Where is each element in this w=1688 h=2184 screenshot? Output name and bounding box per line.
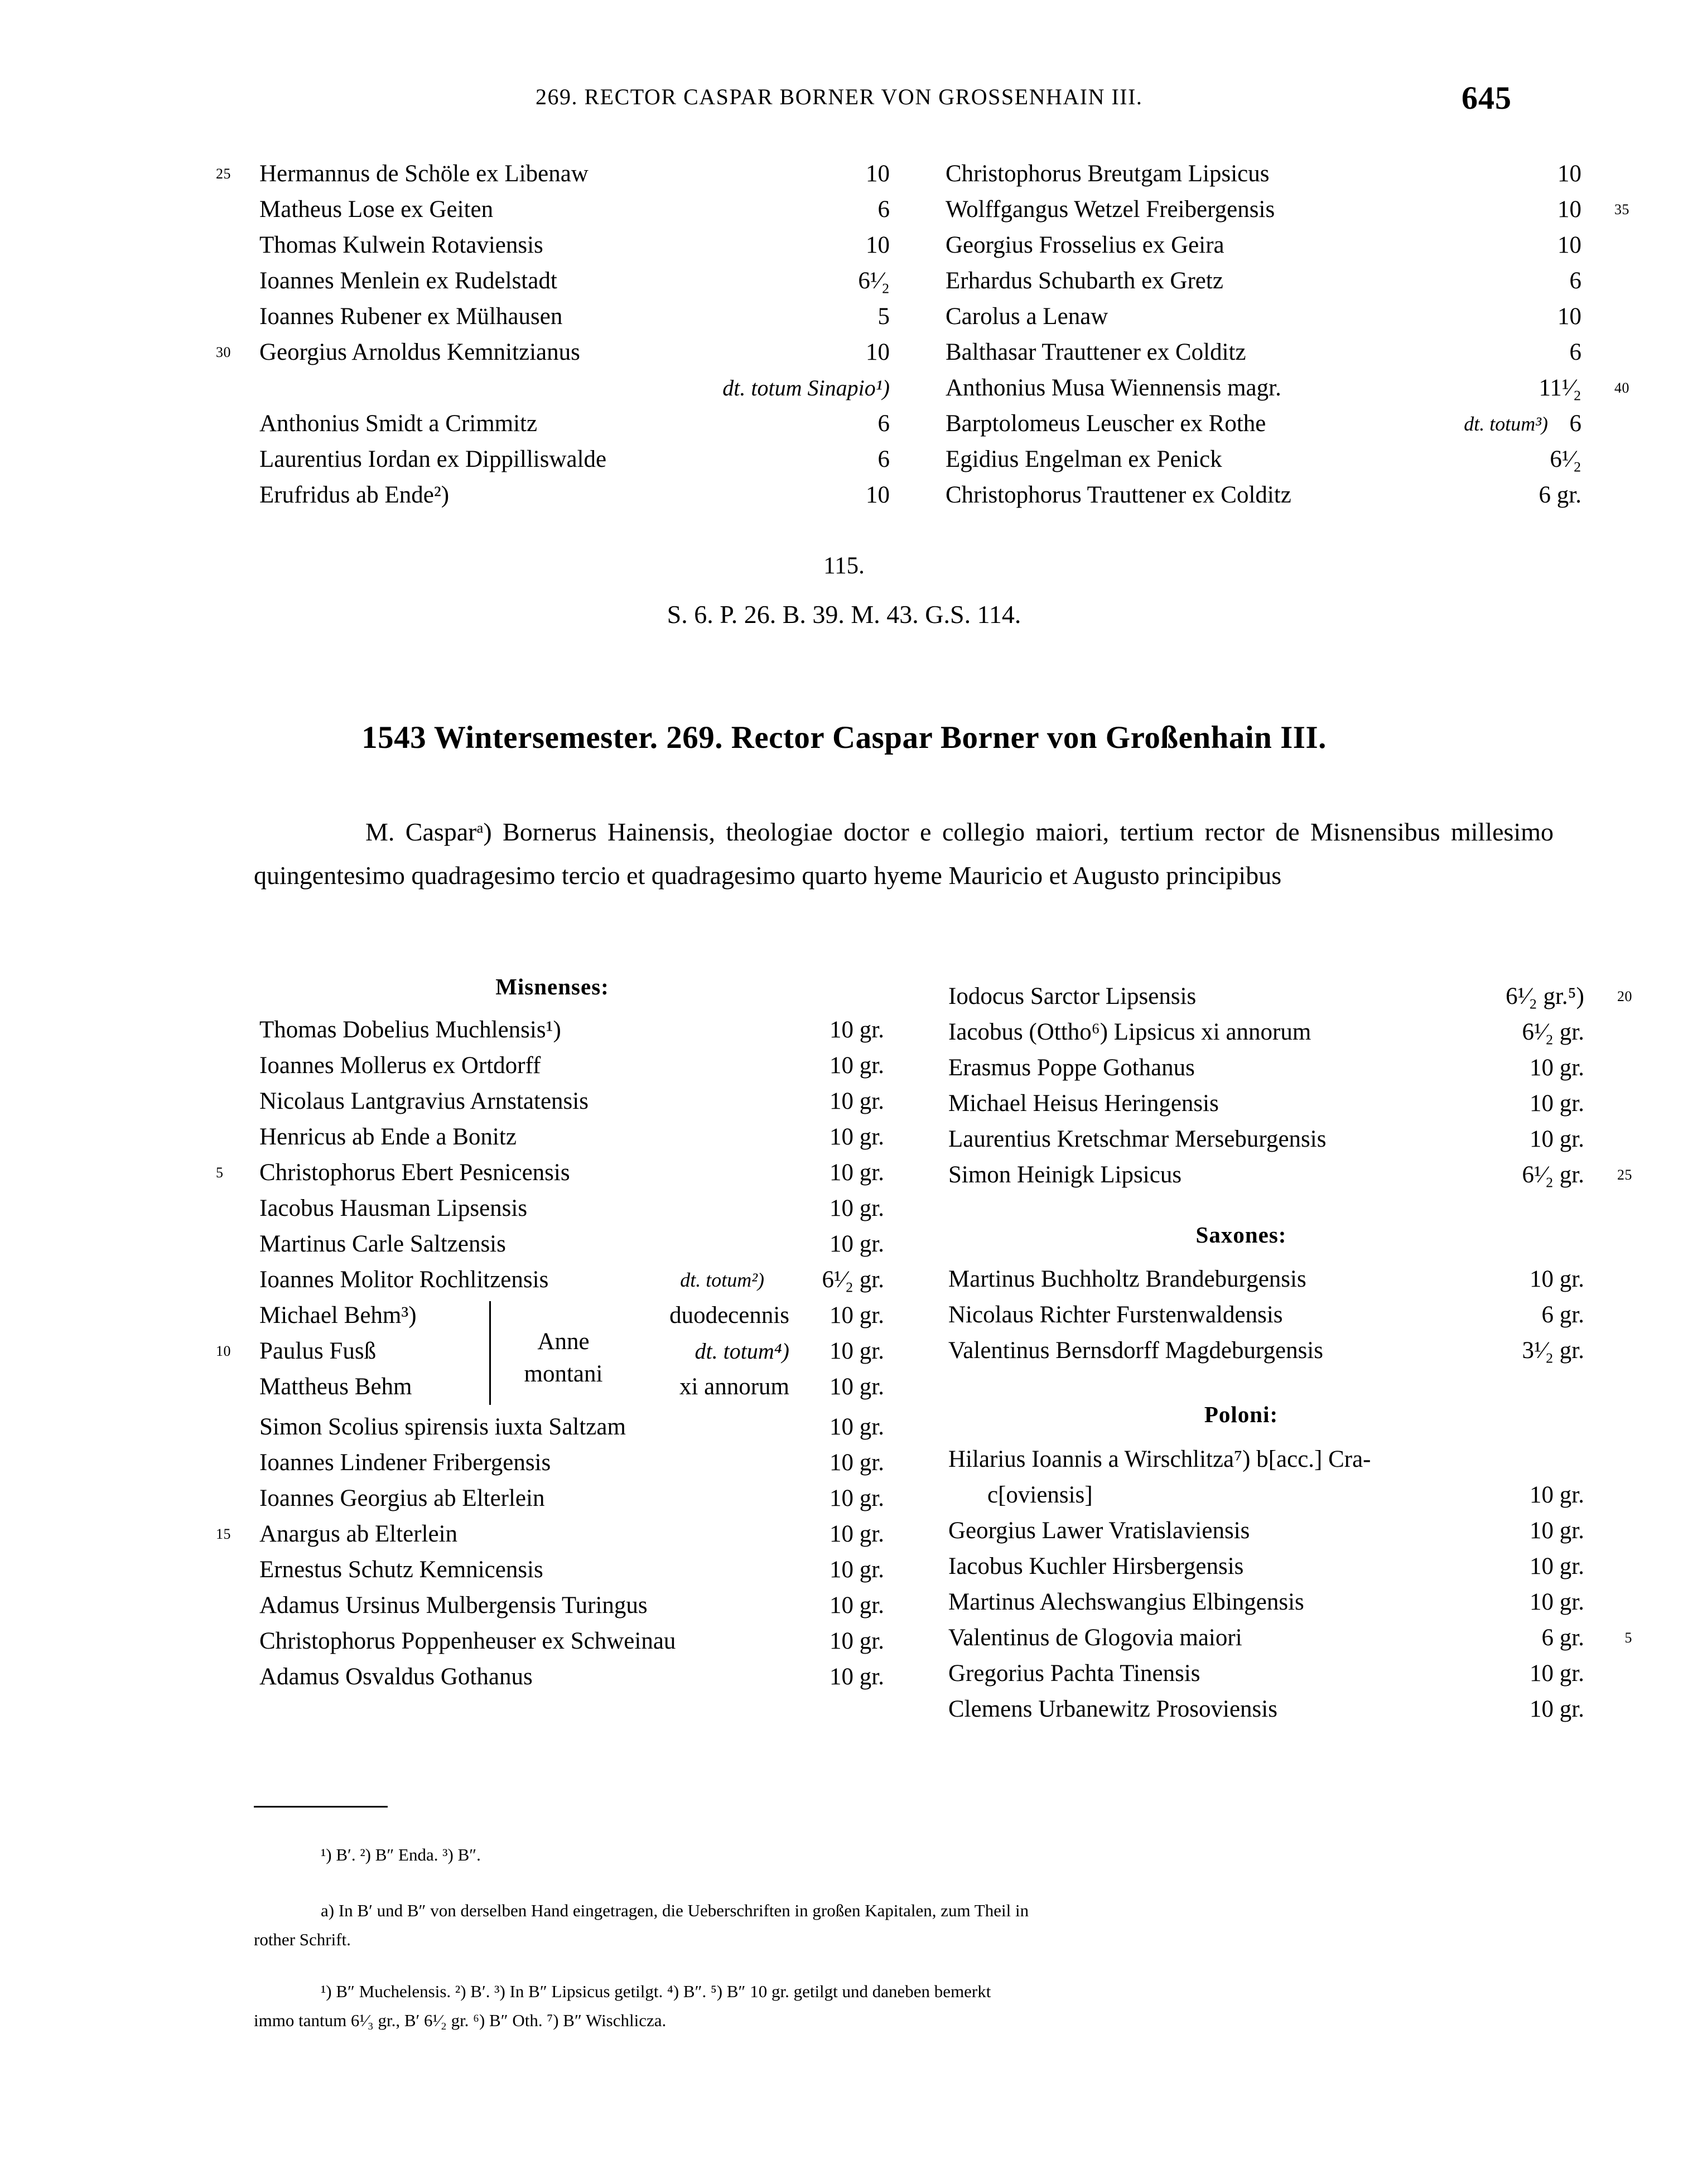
entry-name: Ioannes Mollerus ex Ortdorff [259, 1052, 541, 1079]
entry-name: Martinus Buchholtz Brandeburgensis [948, 1266, 1306, 1292]
entry-name: Georgius Lawer Vratislaviensis [948, 1518, 1250, 1544]
running-head [0, 80, 1688, 117]
line-number: 35 [1614, 201, 1629, 218]
list-entry [259, 192, 890, 228]
line-number: 25 [216, 166, 231, 182]
entry-amount: 10 gr. [829, 1485, 884, 1511]
entry-amount: 10 gr. [829, 1592, 884, 1618]
entry-amount: 10 gr. [1530, 1482, 1584, 1508]
list-entry [948, 1692, 1584, 1727]
line-number: 10 [216, 1343, 231, 1359]
entry-name: c[oviensis] [987, 1482, 1093, 1508]
list-entry [259, 1119, 884, 1155]
entry-amount: 10 gr. [1530, 1696, 1584, 1722]
list-entry [946, 228, 1581, 263]
entry-amount: 5 [877, 303, 890, 330]
list-entry [216, 1155, 884, 1191]
entry-amount: 6 [877, 196, 890, 223]
brace-label-line1: Anne [537, 1328, 590, 1355]
list-entry [216, 156, 890, 192]
entry-amount: 10 gr. [829, 1088, 884, 1114]
list-entry [946, 263, 1581, 299]
entry-name: Nicolaus Lantgravius Arnstatensis [259, 1088, 589, 1114]
entry-amount: 10 gr. [829, 1374, 884, 1400]
list-entry [948, 979, 1632, 1014]
entry-amount: 10 [1557, 196, 1581, 223]
list-entry [948, 1122, 1584, 1157]
footnote-block-2 [254, 1896, 1559, 1954]
entry-name: Clemens Urbanewitz Prosoviensis [948, 1696, 1277, 1722]
line-number: 30 [216, 344, 231, 360]
entry-name: Gregorius Pachta Tinensis [948, 1660, 1200, 1687]
entry-name: Christophorus Trauttener ex Colditz [946, 482, 1291, 508]
entry-amount: 11¹⁄₂ [1539, 375, 1581, 401]
entry-name: Simon Heinigk Lipsicus [948, 1162, 1182, 1188]
right-column-continued-list [948, 979, 1632, 1193]
entry-qualifier: duodecennis [669, 1302, 789, 1328]
list-entry [259, 1012, 884, 1048]
saxones-heading: Saxones: [1195, 1222, 1287, 1248]
line-number: 20 [1617, 988, 1632, 1004]
entry-amount: 10 gr. [829, 1414, 884, 1440]
entry-amount: 10 gr. [829, 1664, 884, 1690]
entry-name: Henricus ab Ende a Bonitz [259, 1124, 517, 1150]
poloni-entry-list [948, 1442, 1632, 1727]
entry-amount: 10 gr. [1530, 1126, 1584, 1152]
entry-amount: 10 gr. [829, 1302, 884, 1328]
entry-name: Ioannes Menlein ex Rudelstadt [259, 268, 557, 294]
entry-name: Wolffgangus Wetzel Freibergensis [946, 196, 1275, 223]
top-list-total: 115. [823, 553, 865, 579]
entry-name: Iacobus Hausman Lipsensis [259, 1195, 528, 1221]
list-entry [259, 1084, 884, 1119]
entry-amount: 10 [1557, 161, 1581, 187]
list-entry [948, 1513, 1584, 1549]
entry-amount: 10 [1557, 232, 1581, 258]
footnote-block-3 [254, 1977, 1559, 2035]
entry-name: Georgius Frosselius ex Geira [946, 232, 1224, 258]
entry-amount: 6 gr. [1541, 1302, 1584, 1328]
running-head-title: 269. RECTOR CASPAR BORNER VON GROSSENHAIN III. [536, 84, 1143, 109]
entry-name: Mattheus Behm [259, 1374, 412, 1400]
entry-amount: 10 gr. [1530, 1589, 1584, 1615]
list-entry [946, 156, 1581, 192]
brace-detail-row [368, 1333, 884, 1369]
list-entry [946, 192, 1629, 228]
entry-amount: 10 [866, 232, 890, 258]
entry-amount: 10 gr. [1530, 1266, 1584, 1292]
list-entry [946, 406, 1581, 442]
entry-amount: 6 [877, 410, 890, 437]
entry-amount: 10 gr. [829, 1449, 884, 1476]
list-entry [259, 1481, 884, 1516]
list-entry [948, 1086, 1584, 1122]
top-list-summary: S. 6. P. 26. B. 39. M. 43. G.S. 114. [667, 600, 1021, 629]
entry-name: Balthasar Trauttener ex Colditz [946, 339, 1246, 365]
line-number: 15 [216, 1526, 231, 1542]
entry-amount: 6¹⁄₂ gr. [1522, 1162, 1584, 1188]
entry-amount: 3¹⁄₂ gr. [1522, 1337, 1584, 1364]
entry-amount: 6 gr. [1539, 482, 1581, 508]
entry-name: Anthonius Musa Wiennensis magr. [946, 375, 1281, 401]
saxones-entry-list [948, 1262, 1584, 1369]
entry-amount: 10 [866, 339, 890, 365]
list-entry [948, 1656, 1584, 1692]
entry-name: Thomas Dobelius Muchlensis¹) [259, 1017, 561, 1043]
misnenses-heading: Misnenses: [495, 974, 609, 999]
footnote-separator-rule [254, 1806, 388, 1808]
line-number: 40 [1614, 380, 1629, 396]
line-number: 5 [1624, 1630, 1632, 1646]
entry-amount: 10 gr. [829, 1231, 884, 1257]
entry-name: Ernestus Schutz Kemnicensis [259, 1557, 543, 1583]
entry-amount: 10 [866, 482, 890, 508]
entry-name: Ioannes Molitor Rochlitzensis [259, 1267, 549, 1293]
list-entry [948, 1157, 1632, 1193]
entry-name: Martinus Carle Saltzensis [259, 1231, 506, 1257]
entry-name: Ioannes Lindener Fribergensis [259, 1449, 551, 1476]
list-entry [946, 335, 1581, 370]
entry-amount: 10 gr. [829, 1159, 884, 1186]
misnenses-entry-list-continued [216, 1409, 884, 1695]
entry-amount: 6 [1569, 339, 1581, 365]
list-entry [259, 1226, 884, 1262]
entry-name: Egidius Engelman ex Penick [946, 446, 1222, 472]
entry-amount: 6 [1569, 268, 1581, 294]
entry-amount: 6¹⁄₂ gr. [822, 1267, 884, 1293]
entry-name: Ioannes Georgius ab Elterlein [259, 1485, 545, 1511]
list-entry [948, 1333, 1584, 1369]
list-entry [946, 299, 1581, 335]
list-entry [948, 1442, 1584, 1477]
entry-amount: 10 gr. [829, 1124, 884, 1150]
entry-amount: 6¹⁄₂ [1550, 446, 1581, 472]
list-entry [259, 406, 890, 442]
entry-amount: 10 gr. [1530, 1553, 1584, 1579]
entry-name: Iodocus Sarctor Lipsensis [948, 983, 1197, 1009]
entry-amount: 10 gr. [829, 1557, 884, 1583]
intro-text-part1: M. Caspar [365, 817, 477, 846]
brace-label-line2: montani [524, 1361, 603, 1387]
entry-name: Christophorus Breutgam Lipsicus [946, 161, 1270, 187]
entry-amount: 10 gr. [1530, 1090, 1584, 1117]
entry-amount: 10 gr. [829, 1195, 884, 1221]
list-entry [946, 477, 1581, 513]
entry-name: Michael Heisus Heringensis [948, 1090, 1219, 1117]
list-entry [259, 1659, 884, 1695]
entry-name: Christophorus Ebert Pesnicensis [259, 1159, 570, 1186]
entry-name: Anthonius Smidt a Crimmitz [259, 410, 538, 437]
entry-amount: 10 gr. [1530, 1518, 1584, 1544]
entry-amount: 10 gr. [829, 1338, 884, 1364]
entry-name: Iacobus Kuchler Hirsbergensis [948, 1553, 1244, 1579]
entry-name: Thomas Kulwein Rotaviensis [259, 232, 543, 258]
footnote-row-1: ¹) B′. ²) B″ Enda. ³) B″. [321, 1845, 481, 1864]
entry-amount: 6¹⁄₂ [858, 268, 890, 294]
entry-name: Laurentius Iordan ex Dippilliswalde [259, 446, 607, 472]
list-entry [259, 1623, 884, 1659]
entry-name: Paulus Fusß [259, 1338, 377, 1364]
list-entry [948, 1297, 1584, 1333]
list-entry [948, 1477, 1584, 1513]
footnote-row-3a: ¹) B″ Muchelensis. ²) B′. ³) In B″ Lipsicus getilgt. ⁴) B″. ⁵) B″ 10 gr. getilgt und daneben bemerkt [321, 1982, 991, 2001]
entry-name: Laurentius Kretschmar Merseburgensis [948, 1126, 1327, 1152]
list-entry [259, 370, 890, 406]
brace-detail-row [368, 1369, 884, 1405]
entry-amount: 6¹⁄₂ gr. [1522, 1019, 1584, 1045]
list-entry [948, 1620, 1632, 1656]
list-entry [948, 1549, 1584, 1584]
list-entry [259, 1409, 884, 1445]
footnote-row-2a: a) In B′ und B″ von derselben Hand eingetragen, die Ueberschriften in großen Kapitalen, zum Theil in [321, 1901, 1029, 1920]
list-entry [259, 442, 890, 477]
list-entry [948, 1050, 1584, 1086]
entry-name: Carolus a Lenaw [946, 303, 1108, 330]
list-entry [259, 1588, 884, 1623]
top-list-left-column [216, 156, 890, 513]
section-heading: 1543 Wintersemester. 269. Rector Caspar Borner von Großenhain III. [361, 720, 1327, 755]
entry-name: Adamus Ursinus Mulbergensis Turingus [259, 1592, 648, 1618]
list-entry [259, 299, 890, 335]
entry-amount: 10 gr. [829, 1521, 884, 1547]
entry-name: Nicolaus Richter Furstenwaldensis [948, 1302, 1283, 1328]
list-entry [259, 1262, 884, 1298]
list-entry [259, 477, 890, 513]
entry-name: Christophorus Poppenheuser ex Schweinau [259, 1628, 676, 1654]
intro-text-part2: ) Bornerus Hainensis, theologiae doctor e collegio maiori, tertium rector de Misnensibus millesimo quingentesimo quadragesimo tercio et quadragesimo quarto hyeme Mauricio et Augusto principibus [254, 817, 1554, 890]
brace-detail-row [368, 1298, 884, 1333]
entry-name: Michael Behm³) [259, 1302, 417, 1328]
entry-name: Hermannus de Schöle ex Libenaw [259, 161, 589, 187]
entry-amount: 10 [866, 161, 890, 187]
footnote-block-1 [254, 1840, 1559, 1869]
entry-name: Anargus ab Elterlein [259, 1521, 458, 1547]
entry-name: Martinus Alechswangius Elbingensis [948, 1589, 1304, 1615]
brace-group-rows [368, 1298, 884, 1405]
list-entry [946, 442, 1581, 477]
list-entry [259, 1048, 884, 1084]
page-number: 645 [1462, 80, 1512, 116]
entry-qualifier: dt. totum⁴) [695, 1339, 789, 1364]
entry-name: Ioannes Rubener ex Mülhausen [259, 303, 563, 330]
entry-name: Georgius Arnoldus Kemnitzianus [259, 339, 580, 365]
list-entry [216, 335, 890, 370]
list-entry [259, 263, 890, 299]
entry-name: Matheus Lose ex Geiten [259, 196, 494, 223]
footnote-row-3b: immo tantum 6¹⁄₃ gr., B′ 6¹⁄₂ gr. ⁶) B″ Oth. ⁷) B″ Wischlicza. [254, 2011, 667, 2030]
misnenses-entry-list [216, 1012, 884, 1298]
list-entry [948, 1262, 1584, 1297]
intro-footnote-marker: a [476, 819, 484, 836]
entry-name: Erhardus Schubarth ex Gretz [946, 268, 1223, 294]
list-entry [946, 370, 1629, 406]
entry-name: Valentinus de Glogovia maiori [948, 1625, 1242, 1651]
entry-amount: 10 [1557, 303, 1581, 330]
entry-amount: 6 [1569, 410, 1581, 437]
entry-name: Valentinus Bernsdorff Magdeburgensis [948, 1337, 1323, 1364]
entry-amount: 10 gr. [1530, 1660, 1584, 1687]
entry-qualifier: xi annorum [679, 1374, 789, 1400]
entry-amount: 6¹⁄₂ gr.⁵) [1506, 983, 1584, 1009]
entry-name: Adamus Osvaldus Gothanus [259, 1664, 533, 1690]
entry-amount: 6 [877, 446, 890, 472]
poloni-heading: Poloni: [1204, 1402, 1279, 1427]
entry-name: Barptolomeus Leuscher ex Rothe [946, 410, 1266, 437]
line-number: 25 [1617, 1167, 1632, 1183]
footnote-row-2b: rother Schrift. [254, 1930, 351, 1949]
entry-amount: 10 gr. [829, 1017, 884, 1043]
list-entry [948, 1014, 1584, 1050]
entry-amount: 10 gr. [829, 1628, 884, 1654]
entry-name: Hilarius Ioannis a Wirschlitza⁷) b[acc.] Cra- [948, 1446, 1371, 1472]
entry-name: Erufridus ab Ende²) [259, 482, 450, 508]
list-entry [259, 1445, 884, 1481]
entry-annotation: dt. totum²) [680, 1269, 764, 1291]
entry-annotation: dt. totum Sinapio¹) [722, 375, 890, 400]
entry-amount: 6 gr. [1541, 1625, 1584, 1651]
entry-name: Simon Scolius spirensis iuxta Saltzam [259, 1414, 626, 1440]
top-list-right-column [946, 156, 1629, 513]
list-entry [259, 228, 890, 263]
entry-amount: 10 gr. [829, 1052, 884, 1079]
entry-name: Erasmus Poppe Gothanus [948, 1055, 1195, 1081]
list-entry [259, 1191, 884, 1226]
entry-annotation: dt. totum³) [1464, 413, 1548, 435]
list-entry [216, 1516, 884, 1552]
line-number: 5 [216, 1165, 224, 1181]
entry-amount: 10 gr. [1530, 1055, 1584, 1081]
entry-name: Iacobus (Ottho⁶) Lipsicus xi annorum [948, 1019, 1311, 1045]
list-entry [259, 1552, 884, 1588]
list-entry [948, 1584, 1584, 1620]
section-intro-paragraph [254, 806, 1554, 897]
